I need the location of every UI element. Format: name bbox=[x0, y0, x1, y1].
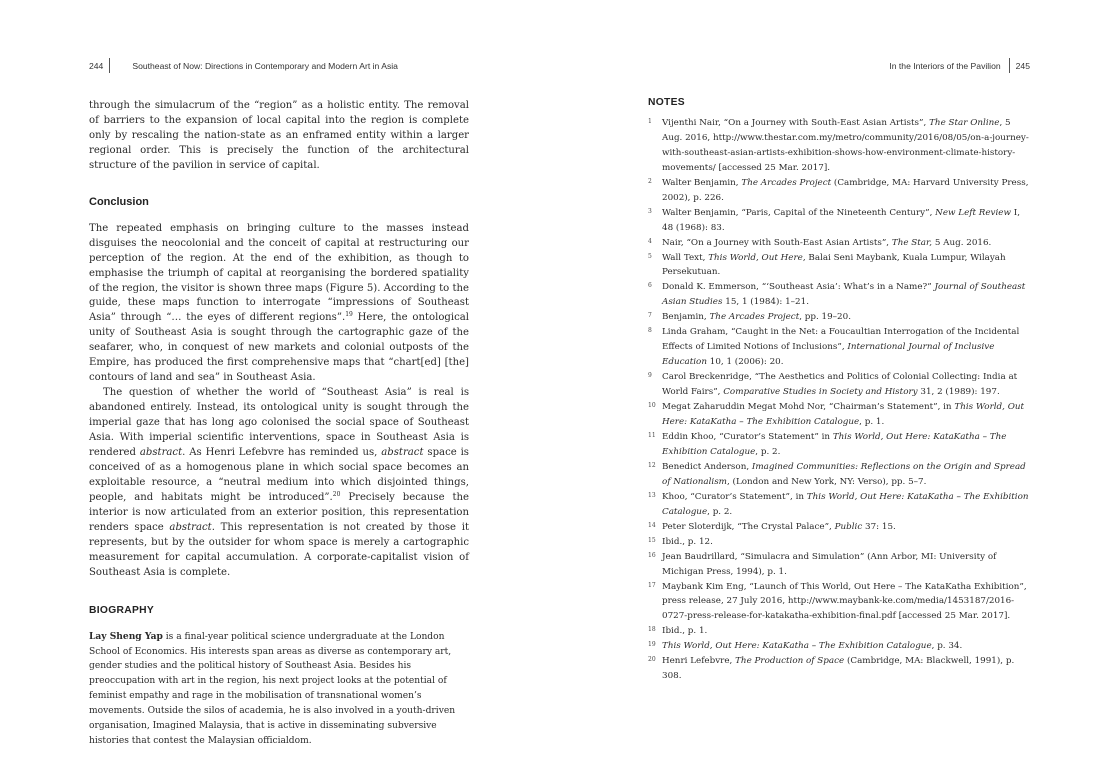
text-run: Ibid., p. 1. bbox=[662, 626, 708, 637]
text-run: 37: 15. bbox=[862, 521, 896, 532]
left-page-number: 244 bbox=[89, 61, 104, 71]
footnote-ref-20[interactable]: 20 bbox=[332, 490, 341, 498]
italic-title: This World, Out Here bbox=[708, 252, 803, 263]
right-running-head-title: In the Interiors of the Pavilion bbox=[889, 61, 1001, 71]
note-item bbox=[648, 624, 1032, 639]
text-run: . This representation is not created by those it represents, but by the outsider for whom space is merely a cartographic measurement for capital accumulation. A corporate-capitalist vision of Southeast Asia is complete. bbox=[89, 521, 469, 578]
italic-title: The Production of Space bbox=[735, 656, 845, 667]
notes-section bbox=[648, 96, 1032, 684]
note-number: 4 bbox=[648, 237, 652, 245]
right-page-number: 245 bbox=[1015, 61, 1030, 71]
notes-list bbox=[648, 116, 1032, 684]
text-run: The repeated emphasis on bringing culture to the masses instead disguises the neocolonial and the conceit of capital at restructuring our perception of the region. At the end of the exhibition, as though to emphasise the triumph of capital at reorganising the bordered spatiality of the region, the visitor is shown three maps (Figure 5). According to the guide, these maps function to interrogate “impressions of Southeast Asia” through “… the eyes of different regions”. bbox=[89, 222, 469, 324]
text-run: , 5 Aug. 2016, http://www.thestar.com.my/metro/community/2016/08/05/on-a-journey-with-southeast-asian-artists-exhibition-shows-how-environment-climate-history-movements/ [accessed 25 Mar. 2017]. bbox=[662, 117, 1029, 173]
note-item bbox=[648, 370, 1032, 400]
text-run: Nair, “On a Journey with South-East Asian Artists”, bbox=[662, 237, 892, 248]
text-run: , p. 2. bbox=[707, 506, 733, 517]
note-number: 12 bbox=[648, 461, 656, 469]
text-run: Eddin Khoo, “Curator’s Statement” in bbox=[662, 431, 833, 442]
left-page-body bbox=[89, 99, 469, 749]
text-run: , pp. 19–20. bbox=[799, 312, 851, 323]
text-run: Khoo, “Curator’s Statement”, in bbox=[662, 491, 807, 502]
italic-title: The Star, bbox=[891, 237, 933, 248]
note-item bbox=[648, 430, 1032, 460]
italic-title: This World, Out Here: KataKatha – The Exhibition Catalogue bbox=[662, 431, 1007, 457]
text-run: , p. 1. bbox=[859, 417, 885, 428]
note-number: 8 bbox=[648, 327, 652, 335]
note-item bbox=[648, 325, 1032, 370]
right-running-head bbox=[889, 58, 1030, 73]
italic-title: New Left Review bbox=[935, 207, 1011, 218]
note-number: 18 bbox=[648, 626, 656, 634]
text-run: , (London and New York, NY: Verso), pp. 5–7. bbox=[726, 476, 927, 487]
left-running-head bbox=[89, 58, 398, 73]
running-head-divider bbox=[1009, 58, 1010, 73]
note-number: 13 bbox=[648, 491, 656, 499]
conclusion-paragraph-2 bbox=[89, 386, 469, 580]
text-run: , Balai Seni Maybank, Kuala Lumpur, Wilayah Persekutuan. bbox=[662, 252, 1006, 278]
note-item bbox=[648, 580, 1032, 625]
text-run: is a final-year political science undergraduate at the London School of Economics. His interests span areas as diverse as contemporary art, gender studies and the political history of Southeast Asia. Besides his preoccupation with art in the region, his next project looks at the potential of feminist empathy and rage in the mobilisation of transnational women’s movements. Outside the silos of academia, he is also involved in a youth-driven organisation, Imagined Malaysia, that is active in disseminating subversive histories that contest the Malaysian officialdom. bbox=[89, 631, 456, 747]
italic-term: abstract bbox=[139, 447, 183, 459]
note-number: 7 bbox=[648, 312, 652, 320]
note-item bbox=[648, 550, 1032, 580]
text-run: 5 Aug. 2016. bbox=[932, 237, 992, 248]
text-run: Vijenthi Nair, “On a Journey with South-East Asian Artists”, bbox=[662, 117, 930, 128]
text-run: Jean Baudrillard, “Simulacra and Simulation” (Ann Arbor, MI: University of Michigan Press, 1994), p. 1. bbox=[662, 551, 997, 577]
note-number: 5 bbox=[648, 252, 652, 260]
note-number: 2 bbox=[648, 177, 652, 185]
text-run: Megat Zaharuddin Megat Mohd Nor, “Chairman’s Statement”, in bbox=[662, 402, 955, 413]
text-run: Linda Graham, “Caught in the Net: a Foucaultian Interrogation of the Incidental Effects of Limited Notions of Inclusions”, bbox=[662, 327, 1020, 353]
italic-title: Public bbox=[834, 521, 863, 532]
text-run: Walter Benjamin, “Paris, Capital of the Nineteenth Century”, bbox=[662, 207, 936, 218]
text-run: 10, 1 (2006): 20. bbox=[706, 357, 784, 368]
italic-title: The Arcades Project bbox=[709, 312, 800, 323]
text-run: Wall Text, bbox=[662, 252, 709, 263]
note-item bbox=[648, 535, 1032, 550]
italic-title: The Arcades Project bbox=[741, 177, 832, 188]
opening-paragraph: through the simulacrum of the “region” as a holistic entity. The removal of barriers to the expansion of local capital into the region is complete only by rescaling the nation-state as an enframed entity within a larger regional order. This is precisely the function of the architectural structure of the pavilion in service of capital. bbox=[89, 100, 469, 171]
text-run: Benjamin, bbox=[662, 312, 710, 323]
italic-title: Comparative Studies in Society and History bbox=[723, 387, 918, 398]
running-head-divider bbox=[109, 58, 110, 73]
text-run: , p. 34. bbox=[931, 641, 963, 652]
note-number: 6 bbox=[648, 282, 652, 290]
italic-title: Imagined Communities: Reflections on the Origin and Spread of Nationalism bbox=[662, 461, 1026, 487]
italic-title: This World, Out Here: KataKatha – The Exhibition Catalogue bbox=[662, 402, 1025, 428]
biography-heading: BIOGRAPHY bbox=[89, 604, 155, 616]
note-item bbox=[648, 116, 1032, 176]
text-run: , p. 2. bbox=[755, 446, 781, 457]
text-run: Maybank Kim Eng, “Launch of This World, Out Here – The KataKatha Exhibition”, press release, 27 July 2016, http://www.maybank-ke.com/media/1453187/2016-0727-press-release-for-katakatha-exhibition-final.pdf [accessed 25 Mar. 2017]. bbox=[662, 581, 1027, 622]
note-number: 15 bbox=[648, 536, 656, 544]
text-run: Benedict Anderson, bbox=[662, 461, 752, 472]
text-run: Precisely because the interior is now articulated from an exterior position, this representation renders space bbox=[89, 491, 469, 533]
italic-term: abstract bbox=[169, 521, 212, 533]
biography-text bbox=[89, 630, 469, 750]
text-run: 15, 1 (1984): 1–21. bbox=[722, 297, 809, 308]
note-item bbox=[648, 176, 1032, 206]
text-run: Walter Benjamin, bbox=[662, 177, 742, 188]
italic-title: Journal of Southeast Asian Studies bbox=[662, 282, 1026, 308]
text-run: I, 48 (1968): 83. bbox=[662, 207, 1020, 233]
italic-title: International Journal of Inclusive Education bbox=[662, 342, 995, 368]
note-number: 1 bbox=[648, 117, 652, 125]
note-number: 20 bbox=[648, 656, 656, 664]
note-item bbox=[648, 460, 1032, 490]
text-run: The question of whether the world of “Southeast Asia” is real is abandoned entirely. Instead, its ontological unity is sought through the imperial gaze that has long ago colonised the social space of Southeast Asia. With imperial scientific interventions, space in Southeast Asia is rendered bbox=[89, 387, 469, 459]
italic-term: abstract bbox=[381, 447, 424, 459]
note-number: 3 bbox=[648, 207, 652, 215]
text-run: Henri Lefebvre, bbox=[662, 656, 736, 667]
italic-title: This World, Out Here: KataKatha – The Exhibition Catalogue bbox=[662, 491, 1029, 517]
text-run: Here, the ontological unity of Southeast Asia is sought through the cartographic gaze of the seafarer, who, in conquest of new markets and colonial outposts of the Empire, has produced the first comprehensive maps that “chart[ed] [the] contours of land and sea” in Southeast Asia. bbox=[89, 312, 469, 384]
text-run: space is conceived of as a homogenous plane in which social space becomes an exploitable resource, a “neutral medium into which disjointed things, people, and habitats might be introduced”. bbox=[89, 447, 469, 503]
note-number: 11 bbox=[648, 431, 656, 439]
note-item bbox=[648, 236, 1032, 251]
left-running-head-title: Southeast of Now: Directions in Contemporary and Modern Art in Asia bbox=[132, 61, 398, 71]
note-item bbox=[648, 280, 1032, 310]
note-number: 9 bbox=[648, 372, 652, 380]
conclusion-paragraph-1 bbox=[89, 222, 469, 386]
note-item bbox=[648, 490, 1032, 520]
text-run: Carol Breckenridge, “The Aesthetics and Politics of Colonial Collecting: India at World Fairs”, bbox=[662, 372, 1018, 398]
note-item bbox=[648, 310, 1032, 325]
note-item bbox=[648, 251, 1032, 281]
text-run: Peter Sloterdijk, “The Crystal Palace”, bbox=[662, 521, 835, 532]
text-run: . As Henri Lefebvre has reminded us, bbox=[182, 447, 382, 459]
italic-title: This World, Out Here: KataKatha – The Exhibition Catalogue bbox=[662, 641, 932, 652]
note-item bbox=[648, 206, 1032, 236]
text-run: Ibid., p. 12. bbox=[662, 536, 713, 547]
text-run: Donald K. Emmerson, “‘Southeast Asia’: What’s in a Name?” bbox=[662, 282, 935, 293]
note-item bbox=[648, 520, 1032, 535]
conclusion-heading: Conclusion bbox=[89, 195, 149, 208]
note-item bbox=[648, 639, 1032, 654]
note-number: 16 bbox=[648, 551, 656, 559]
note-item bbox=[648, 400, 1032, 430]
text-run: (Cambridge, MA: Blackwell, 1991), p. 308. bbox=[662, 656, 1015, 682]
note-item bbox=[648, 654, 1032, 684]
note-number: 14 bbox=[648, 521, 656, 529]
text-run: (Cambridge, MA: Harvard University Press, 2002), p. 226. bbox=[662, 177, 1029, 203]
note-number: 10 bbox=[648, 402, 656, 410]
note-number: 17 bbox=[648, 581, 656, 589]
italic-title: The Star Online bbox=[929, 117, 1000, 128]
notes-heading: NOTES bbox=[648, 97, 685, 108]
footnote-ref-19[interactable]: 19 bbox=[345, 311, 353, 319]
author-name: Lay Sheng Yap bbox=[89, 630, 163, 642]
text-run: 31, 2 (1989): 197. bbox=[917, 387, 1000, 398]
note-number: 19 bbox=[648, 641, 656, 649]
